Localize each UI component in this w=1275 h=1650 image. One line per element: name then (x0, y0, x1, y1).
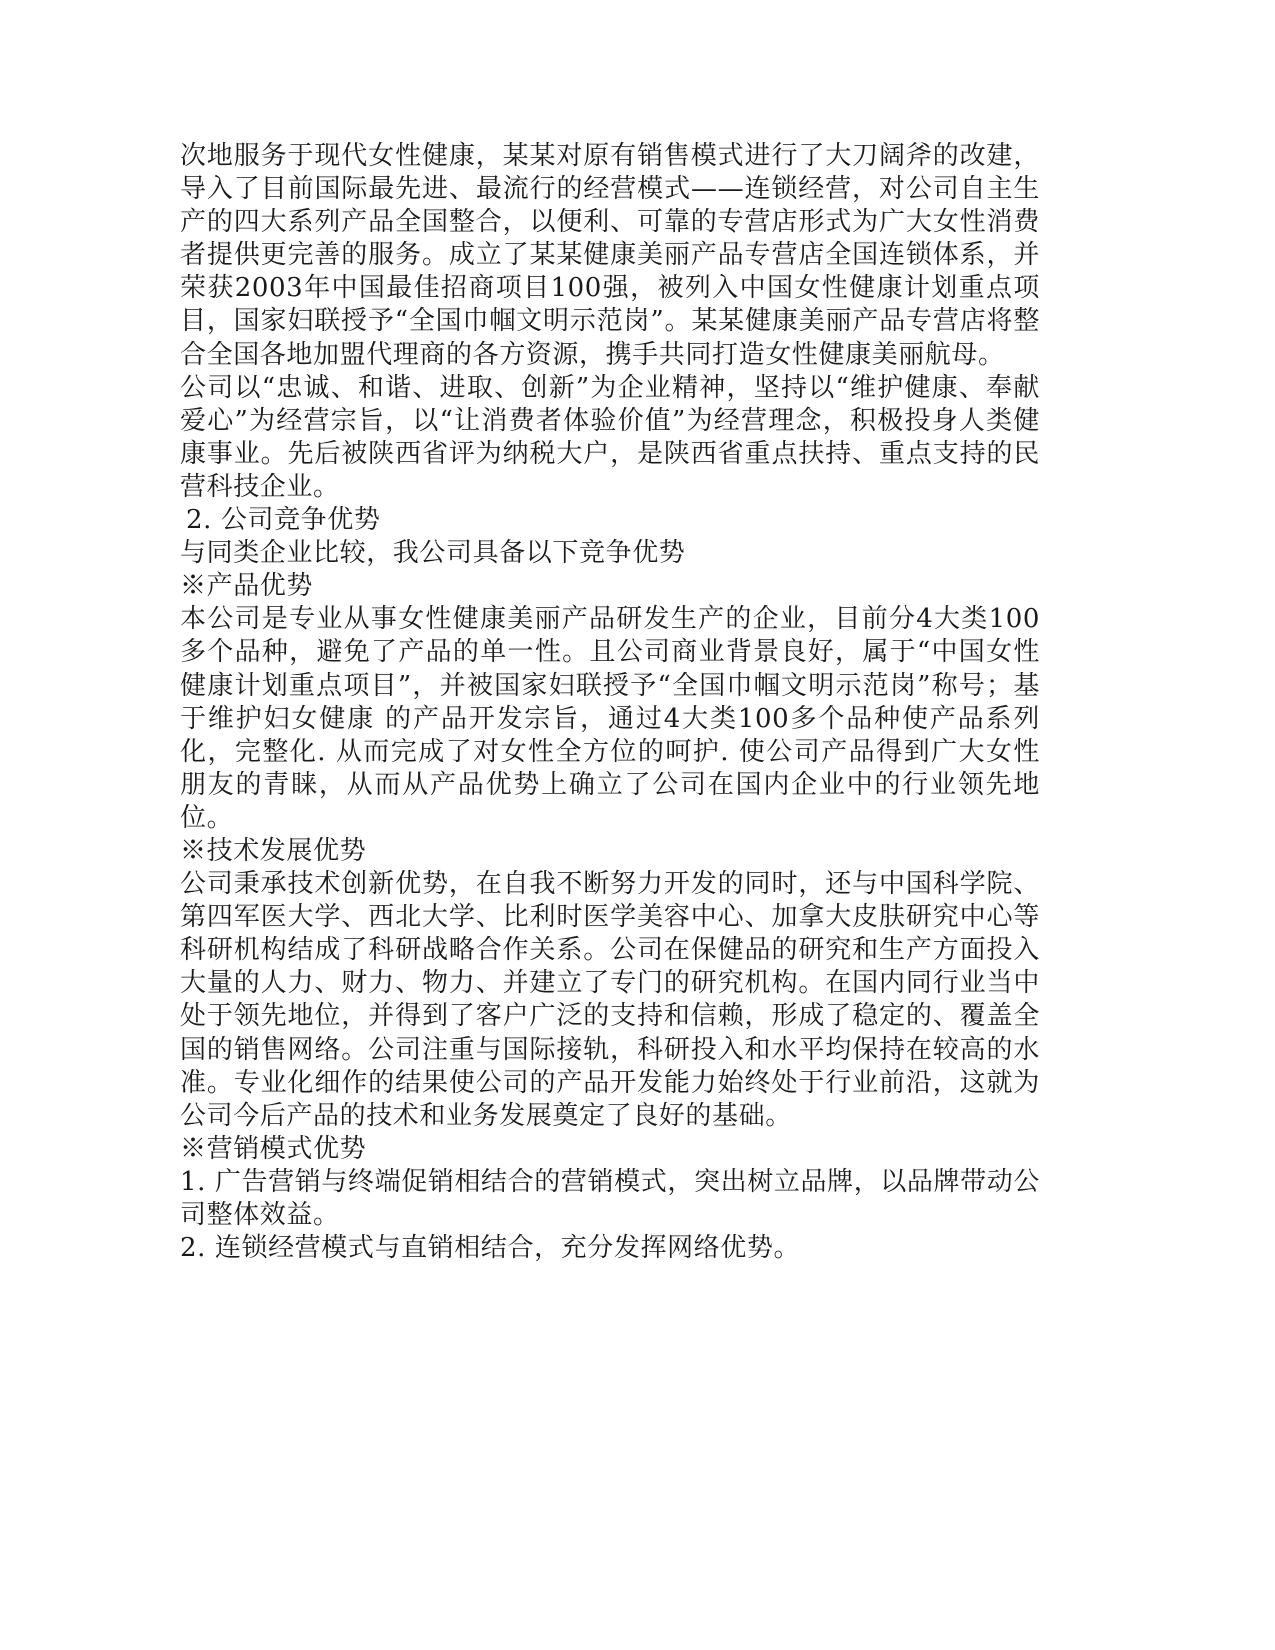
paragraph-competitive-intro: 与同类企业比较，我公司具备以下竞争优势 (180, 538, 686, 569)
document-page (180, 140, 1040, 1265)
paragraph-company-overview: 次地服务于现代女性健康，某某对原有销售模式进行了大刀阔斧的改建，导入了目前国际最先进、最流行的经营模式——连锁经营，对公司自主生产的四大系列产品全国整合，以便利、可靠的专营店形式为广大女性消费者提供更完善的服务。成立了某某健康美丽产品专营店全国连锁体系，并荣获2003年中国最佳招商项目100强，被列入中国女性健康计划重点项目，国家妇联授予“全国巾帼文明示范岗”。某某健康美丽产品专营店将整合全国各地加盟代理商的各方资源，携手共同打造女性健康美丽航母。 (180, 141, 1040, 370)
paragraph-company-spirit: 公司以“忠诚、和谐、进取、创新”为企业精神，坚持以“维护健康、奉献爱心”为经营宗旨，以“让消费者体验价值”为经营理念，积极投身人类健康事业。先后被陕西省评为纳税大户，是陕西省重点扶持、重点支持的民营科技企业。 (180, 372, 1040, 502)
section-heading-competitive-advantage: 2. 公司竞争优势 (186, 505, 381, 536)
subheading-product-advantage: ※产品优势 (180, 571, 314, 602)
list-item-marketing-1: 1. 广告营销与终端促销相结合的营销模式，突出树立品牌，以品牌带动公司整体效益。 (180, 1166, 1040, 1230)
paragraph-product-advantage: 本公司是专业从事女性健康美丽产品研发生产的企业，目前分4大类100多个品种，避免了产品的单一性。且公司商业背景良好，属于“中国女性健康计划重点项目”，并被国家妇联授予“全国巾帼文明示范岗”称号；基于维护妇女健康 的产品开发宗旨，通过4大类100多个品种使产品系列化，完整化. 从而完成了对女性全方位的呵护. 使公司产品得到广大女性朋友的青睐，从而从产品优势上确立了公司在国内企业中的行业领先地位。 (180, 604, 1040, 833)
paragraph-tech-advantage: 公司秉承技术创新优势，在自我不断努力开发的同时，还与中国科学院、第四军医大学、西北大学、比利时医学美容中心、加拿大皮肤研究中心等科研机构结成了科研战略合作关系。公司在保健品的研究和生产方面投入大量的人力、财力、物力、并建立了专门的研究机构。在国内同行业当中处于领先地位，并得到了客户广泛的支持和信赖，形成了稳定的、覆盖全国的销售网络。公司注重与国际接轨，科研投入和水平均保持在较高的水准。专业化细作的结果使公司的产品开发能力始终处于行业前沿，这就为公司今后产品的技术和业务发展奠定了良好的基础。 (180, 869, 1040, 1131)
list-item-marketing-2: 2. 连锁经营模式与直销相结合，充分发挥网络优势。 (180, 1233, 801, 1264)
subheading-tech-advantage: ※技术发展优势 (180, 835, 367, 866)
subheading-marketing-advantage: ※营销模式优势 (180, 1133, 367, 1164)
